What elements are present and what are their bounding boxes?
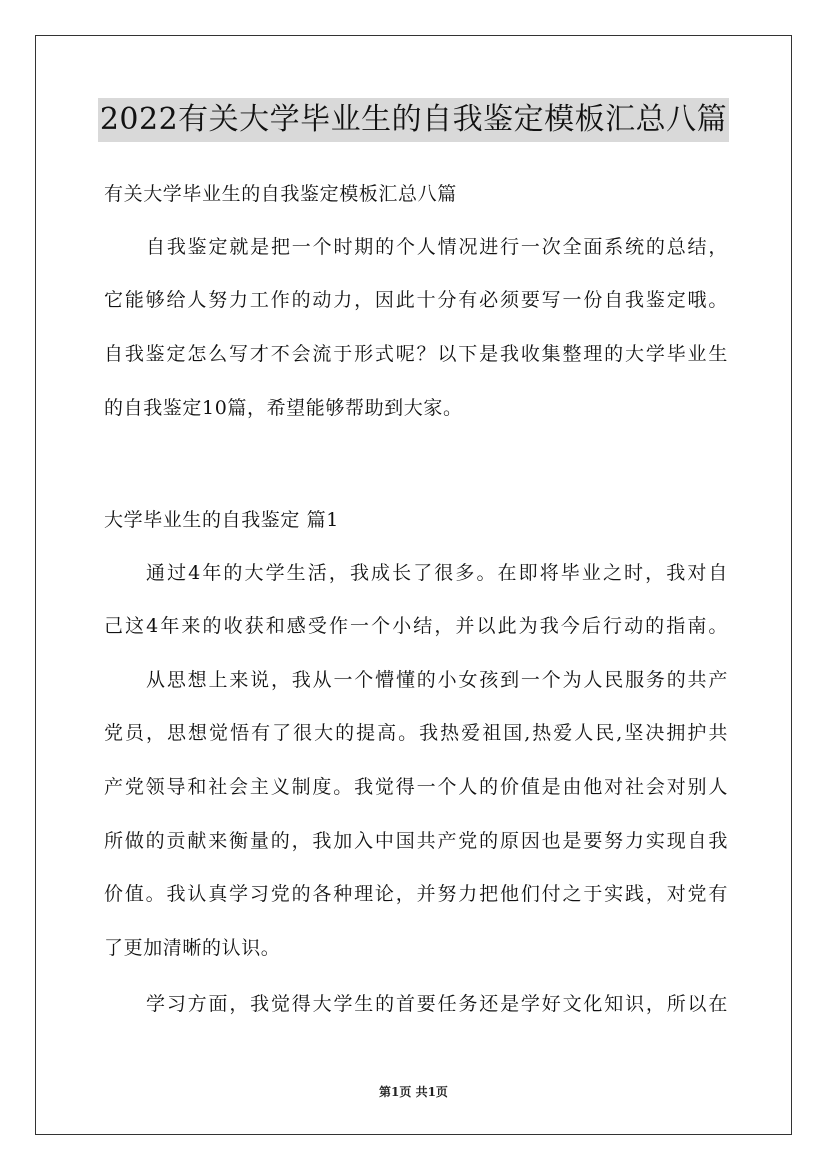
title-container	[0, 98, 827, 142]
intro-line-4: 的自我鉴定10篇，希望能够帮助到大家。	[104, 397, 463, 419]
para2-line-4: 所做的贡献来衡量的，我加入中国共产党的原因也是要努力实现自我	[104, 830, 728, 852]
para2-line-2: 党员，思想觉悟有了很大的提高。我热爱祖国,热爱人民,坚决拥护共	[104, 722, 728, 744]
page-footer	[0, 1084, 827, 1100]
page-number-label: 第1页 共1页	[379, 1085, 448, 1099]
document-subtitle: 有关大学毕业生的自我鉴定模板汇总八篇	[104, 183, 457, 205]
intro-line-1: 自我鉴定就是把一个时期的个人情况进行一次全面系统的总结，	[146, 236, 728, 258]
para1-line-2: 己这4年来的收获和感受作一个小结，并以此为我今后行动的指南。	[104, 615, 728, 637]
section-heading: 大学毕业生的自我鉴定 篇1	[104, 509, 339, 531]
document-title: 2022有关大学毕业生的自我鉴定模板汇总八篇	[98, 98, 729, 142]
intro-line-3: 自我鉴定怎么写才不会流于形式呢？以下是我收集整理的大学毕业生	[104, 343, 728, 365]
para2-line-5: 价值。我认真学习党的各种理论，并努力把他们付之于实践，对党有	[104, 883, 728, 905]
intro-line-2: 它能够给人努力工作的动力，因此十分有必须要写一份自我鉴定哦。	[104, 289, 728, 311]
para1-line-1: 通过4年的大学生活，我成长了很多。在即将毕业之时，我对自	[146, 562, 728, 584]
para2-line-6: 了更加清晰的认识。	[104, 937, 281, 959]
para3-line-1: 学习方面，我觉得大学生的首要任务还是学好文化知识，所以在	[146, 993, 728, 1015]
para2-line-1: 从思想上来说，我从一个懵懂的小女孩到一个为人民服务的共产	[146, 669, 728, 691]
para2-line-3: 产党领导和社会主义制度。我觉得一个人的价值是由他对社会对别人	[104, 776, 728, 798]
